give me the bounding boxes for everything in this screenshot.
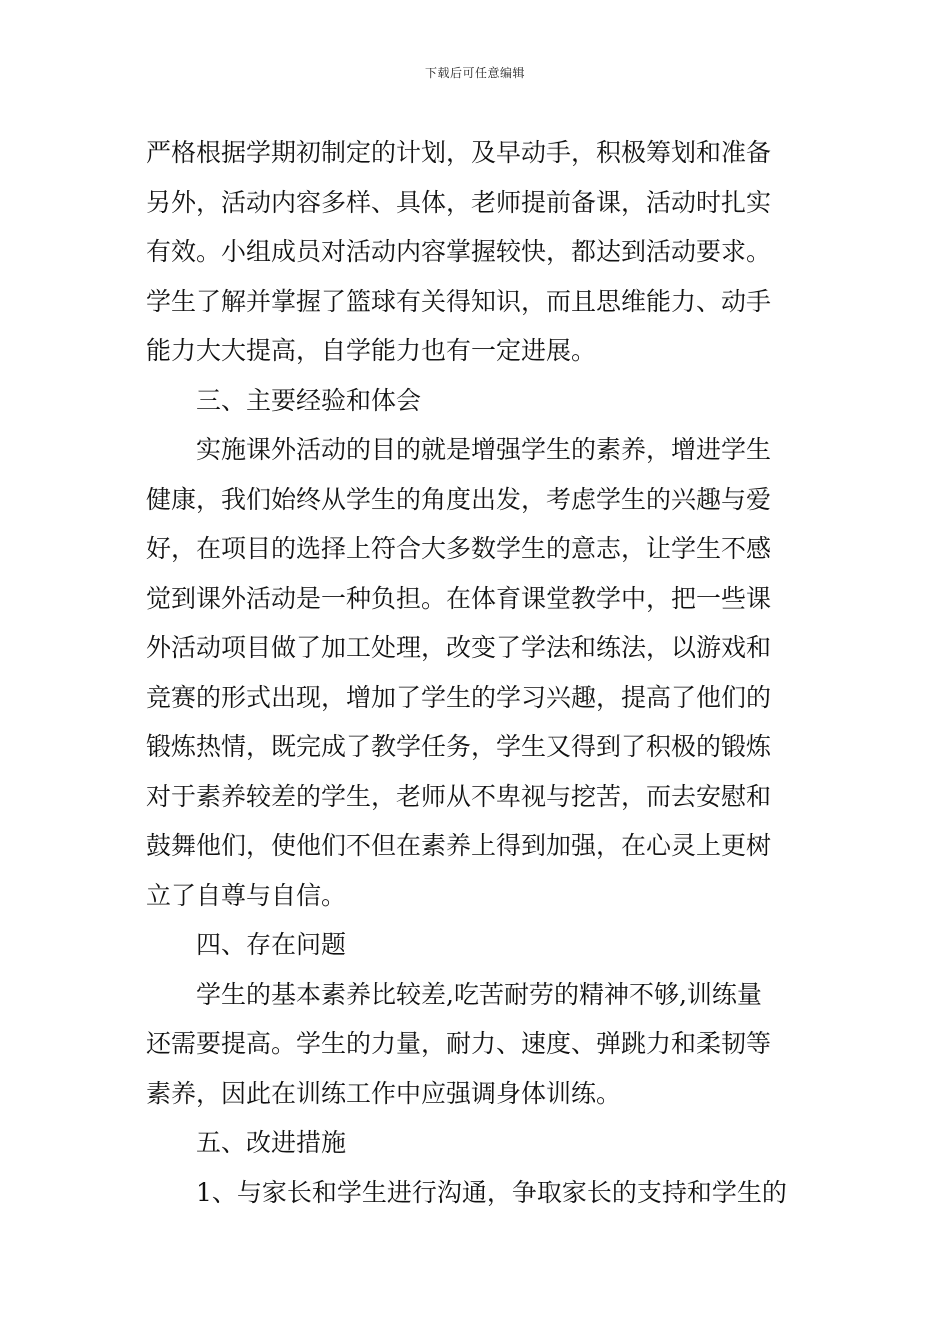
text-line: 五、改进措施 [196,1128,347,1157]
text-line: 实施课外活动的目的就是增强学生的素养，增进学生 [196,435,772,464]
text-line: 对于素养较差的学生，老师从不卑视与挖苦，而去安慰和 [146,781,772,811]
text-line: 能力大大提高，自学能力也有一定进展。 [146,336,597,365]
text-line: 有效。小组成员对活动内容掌握较快，都达到活动要求。 [146,237,772,266]
text-line: 立了自尊与自信。 [146,880,347,910]
text-line: 外活动项目做了加工处理，改变了学法和练法，以游戏和 [146,633,772,662]
text-line: 还需要提高。学生的力量，耐力、速度、弹跳力和柔韧等 [146,1029,772,1058]
text-line: 三、主要经验和体会 [196,385,422,415]
text-line: 严格根据学期初制定的计划，及早动手，积极筹划和准备 [146,138,772,167]
text-line: 1、与家长和学生进行沟通，争取家长的支持和学生的 [196,1177,787,1207]
text-line: 素养，因此在训练工作中应强调身体训练。 [146,1078,622,1108]
text-line: 锻炼热情，既完成了教学任务，学生又得到了积极的锻炼 [146,732,772,761]
text-line: 另外，活动内容多样、具体，老师提前备课，活动时扎实 [146,187,772,217]
text-line: 竞赛的形式出现，增加了学生的学习兴趣，提高了他们的 [146,682,772,712]
text-line: 鼓舞他们，使他们不但在素养上得到加强，在心灵上更树 [146,831,772,860]
text-line: 觉到课外活动是一种负担。在体育课堂教学中，把一些课 [146,583,772,613]
text-line: 好，在项目的选择上符合大多数学生的意志，让学生不感 [146,534,772,563]
document-body [146,128,810,1217]
page-header-note: 下载后可任意编辑 [424,66,525,80]
text-line: 四、存在问题 [196,930,347,959]
text-line: 学生了解并掌握了篮球有关得知识，而且思维能力、动手 [146,286,772,316]
text-line: 学生的基本素养比较差,吃苦耐劳的精神不够,训练量 [196,979,762,1009]
text-line: 健康，我们始终从学生的角度出发，考虑学生的兴趣与爱 [146,484,772,514]
